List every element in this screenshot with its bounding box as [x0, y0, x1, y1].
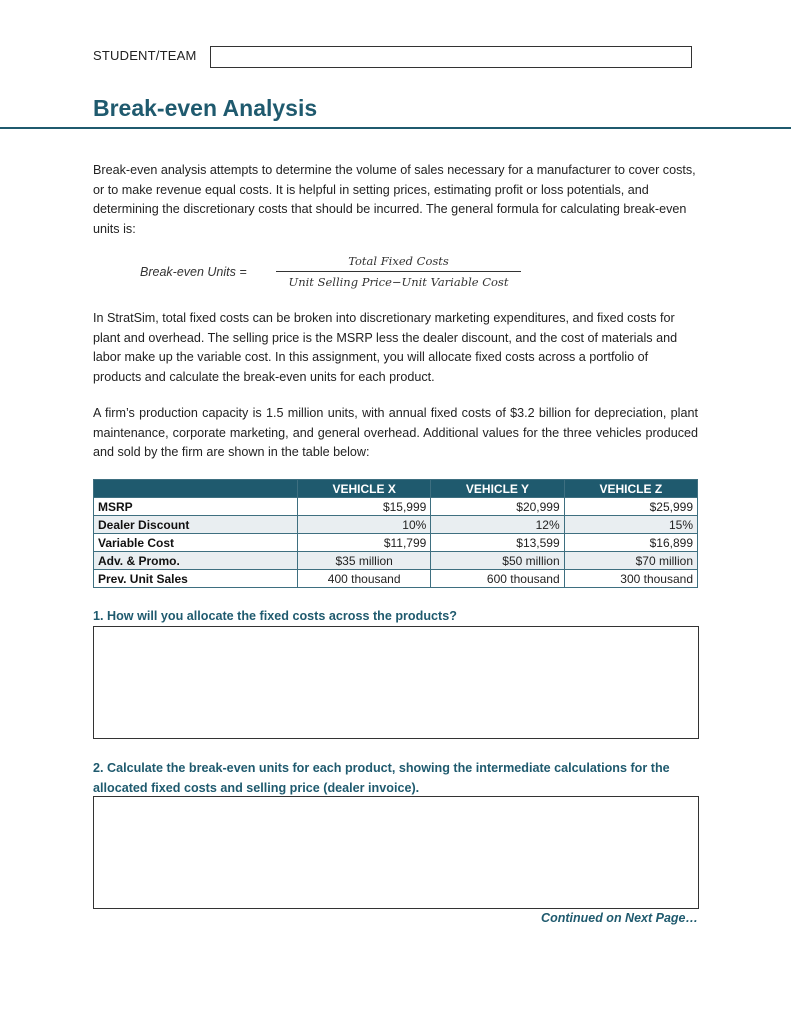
table-header-cell: VEHICLE Y [431, 480, 564, 498]
table-header-blank [94, 480, 298, 498]
table-row [94, 516, 698, 534]
fixed-costs-paragraph: In StratSim, total fixed costs can be broken into discretionary marketing expenditures, and fixed costs for plant and overhead. The selling price is the MSRP less the dealer discount, and the cost of materials and labor make up the variable cost. In this assignment, you will allocate fixed costs across a portfolio of products and calculate the break-even units for each product. [93, 311, 678, 384]
table-cell: 12% [431, 516, 564, 534]
capacity-paragraph: A firm’s production capacity is 1.5 million units, with annual fixed costs of $3.2 billion for depreciation, plant maintenance, corporate marketing, and general overhead. Additional values for the three vehicles produced and sold by the firm are shown in the table below: [93, 406, 698, 459]
table-header-cell: VEHICLE X [298, 480, 431, 498]
intro-paragraph: Break-even analysis attempts to determine the volume of sales necessary for a manufacturer to cover costs, or to make revenue equal costs. It is helpful in setting prices, estimating profit or loss potentials, and determining the discretionary costs that should be incurred. The general formula for calculating break-even units is: [93, 163, 696, 236]
table-row [94, 570, 698, 588]
table-cell: $11,799 [298, 534, 431, 552]
row-label: Variable Cost [94, 534, 298, 552]
table-cell: $35 million [298, 552, 431, 570]
formula-label: Break-even Units = [140, 265, 247, 279]
row-label: Prev. Unit Sales [94, 570, 298, 588]
row-label: Adv. & Promo. [94, 552, 298, 570]
table-row [94, 498, 698, 516]
answer-box-2[interactable] [93, 796, 699, 909]
table-cell: 10% [298, 516, 431, 534]
table-cell: $16,899 [564, 534, 697, 552]
table-cell: 15% [564, 516, 697, 534]
question-2: 2. Calculate the break-even units for each product, showing the intermediate calculations for the allocated fixed costs and selling price (dealer invoice). [93, 761, 670, 795]
table-cell: $20,999 [431, 498, 564, 516]
table-header-row [94, 480, 698, 498]
answer-box-1[interactable] [93, 626, 699, 739]
table-cell: 400 thousand [298, 570, 431, 588]
table-cell: $15,999 [298, 498, 431, 516]
table-cell: $50 million [431, 552, 564, 570]
formula-numerator: Total Fixed Costs [348, 254, 449, 268]
table-cell: $25,999 [564, 498, 697, 516]
table-header-cell: VEHICLE Z [564, 480, 697, 498]
row-label: MSRP [94, 498, 298, 516]
table-cell: 600 thousand [431, 570, 564, 588]
continued-note: Continued on Next Page… [541, 911, 698, 925]
student-team-label: STUDENT/TEAM [93, 48, 197, 63]
table-cell: $13,599 [431, 534, 564, 552]
formula-denominator: Unit Selling Price−Unit Variable Cost [288, 275, 509, 289]
vehicle-data-table [93, 479, 698, 588]
table-cell: $70 million [564, 552, 697, 570]
student-team-field[interactable] [210, 46, 692, 68]
table-row [94, 552, 698, 570]
table-cell: 300 thousand [564, 570, 697, 588]
table-row [94, 534, 698, 552]
page-title: Break-even Analysis [93, 95, 318, 121]
break-even-formula [276, 254, 521, 289]
row-label: Dealer Discount [94, 516, 298, 534]
question-1: 1. How will you allocate the fixed costs across the products? [93, 609, 457, 623]
title-divider [0, 127, 791, 129]
